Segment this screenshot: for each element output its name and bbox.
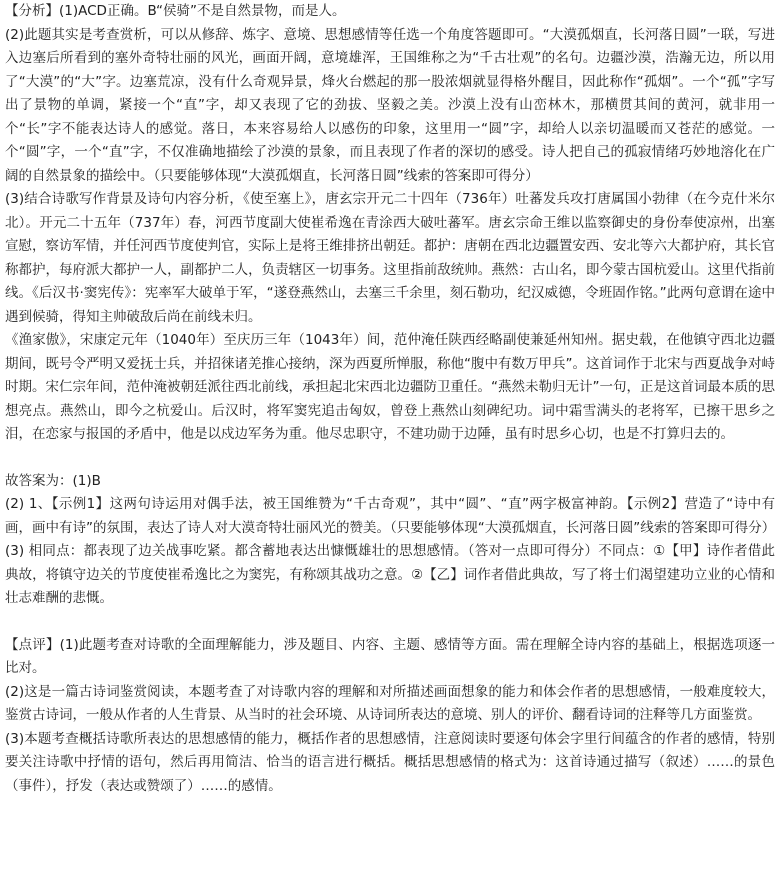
answer-paragraph-1: 故答案为：(1)B — [5, 472, 101, 489]
analysis-paragraph-3: (3)结合诗歌写作背景及诗句内容分析，《使至塞上》，唐玄宗开元二十四年（736年）吐蕃发兵攻打唐属国小勃律（在今克什米尔北）。开元二十五年（737年）春，河西节度副大使崔希逸在青涂西大破吐蕃军。唐玄宗命王维以监察御史的身份奉使凉州，出塞宣慰，察访军情，并任河西节度使判官，实际上是将王维排挤出朝廷。都护：唐朝在西北边疆置安西、安北等六大都护府，其长官称都护，每府派大都护一人，副都护二人，负责辖区一切事务。这里指前敌统帅。燕然：古山名，即今蒙古国杭爱山。这里代指前线。《后汉书·窦宪传》：宪率军大破单于军，“遂登燕然山，去塞三千余里，刻石勒功，纪汉威德，令班固作铭。”此两句意谓在途中遇到候骑，得知主帅破敌后尚在前线未归。 — [5, 191, 775, 325]
answer-paragraph-2: (2) 1、【示例1】这两句诗运用对偶手法，被王国维赞为“千古奇观”，其中“圆”、“直”两字极富神韵。【示例2】营造了“诗中有画，画中有诗”的氛围，表达了诗人对大漠奇特壮丽风光的赞美。（只要能够体现“大漠孤烟直，长河落日圆”线索的答案即可得分） — [5, 496, 776, 536]
section-spacer — [5, 447, 775, 470]
comment-paragraph-2: (2)这是一篇古诗词鉴赏阅读，本题考查了对诗歌内容的理解和对所描述画面想象的能力和体会作者的思想感情，一般难度较大，鉴赏古诗词，一般从作者的人生背景、从当时的社会环境、从诗词所表达的意境、别人的评价、翻看诗词的注释等几方面鉴赏。 — [5, 683, 775, 723]
comment-section — [5, 634, 775, 799]
comment-paragraph-3: (3)本题考查概括诗歌所表达的思想感情的能力，概括作者的思想感情，注意阅读时要逐句体会字里行间蕴含的作者的感情，特别要关注诗歌中抒情的语句，然后再用简洁、恰当的语言进行概括。概括思想感情的格式为：这首诗通过描写（叙述）……的景色（事件），抒发（表达或赞颂了）……的感情。 — [5, 730, 775, 794]
analysis-paragraph-1: 【分析】(1)ACD正确。B“侯骑”不是自然景物，而是人。 — [5, 3, 346, 19]
analysis-paragraph-2: (2)此题其实是考查赏析，可以从修辞、炼字、意境、思想感情等任选一个角度答题即可。“大漠孤烟直，长河落日圆”一联，写进入边塞后所看到的塞外奇特壮丽的风光，画面开阔，意境雄浑，王国维称之为“千古壮观”的名句。边疆沙漠，浩瀚无边，所以用了“大漠”的“大”字。边塞荒凉，没有什么奇观异景，烽火台燃起的那一股浓烟就显得格外醒目，因此称作“孤烟”。一个“孤”字写出了景物的单调，紧接一个“直”字，却又表现了它的劲拔、坚毅之美。沙漠上没有山峦林木，那横贯其间的黄河，就非用一个“长”字不能表达诗人的感觉。落日，本来容易给人以感伤的印象，这里用一“圆”字，却给人以亲切温暖而又苍茫的感觉。一个“圆”字，一个“直”字，不仅准确地描绘了沙漠的景象，而且表现了作者的深切的感受。诗人把自己的孤寂情绪巧妙地溶化在广阔的自然景象的描绘中。（只要能够体现“大漠孤烟直，长河落日圆”线索的答案即可得分） — [5, 26, 775, 184]
section-spacer — [5, 611, 775, 634]
answer-section — [5, 470, 775, 611]
answer-paragraph-3: (3) 相同点：都表现了边关战事吃紧。都含蓄地表达出慷慨雄壮的思想感情。（答对一点即可得分）不同点：①【甲】诗作者借此典故，将镇守边关的节度使崔希逸比之为窦宪，有称颂其战功之意。②【乙】词作者借此典故，写了将士们渴望建功立业的心情和壮志难酬的悲慨。 — [5, 543, 775, 606]
analysis-section — [5, 0, 775, 447]
analysis-paragraph-4: 《渔家傲》，宋康定元年（1040年）至庆历三年（1043年）间，范仲淹任陕西经略副使兼延州知州。据史载，在他镇守西北边疆期间，既号令严明又爱抚士兵，并招徕诸羌推心接纳，深为西夏所惮服，称他“腹中有数万甲兵”。这首词作于北宋与西夏战争对峙时期。宋仁宗年间，范仲淹被朝廷派往西北前线，承担起北宋西北边疆防卫重任。“燕然未勒归无计”一句，正是这首词最本质的思想亮点。燕然山，即今之杭爱山。后汉时，将军窦宪追击匈奴，曾登上燕然山刻碑纪功。词中霜雪满头的老将军，已擦干思乡之泪，在恋家与报国的矛盾中，他是以戍边军务为重。他尽忠职守，不建功勋于边陲，虽有时思乡心切，也是不打算归去的。 — [5, 332, 775, 442]
comment-paragraph-1: 【点评】(1)此题考查对诗歌的全面理解能力，涉及题目、内容、主题、感情等方面。需在理解全诗内容的基础上，根据选项逐一比对。 — [5, 636, 775, 676]
